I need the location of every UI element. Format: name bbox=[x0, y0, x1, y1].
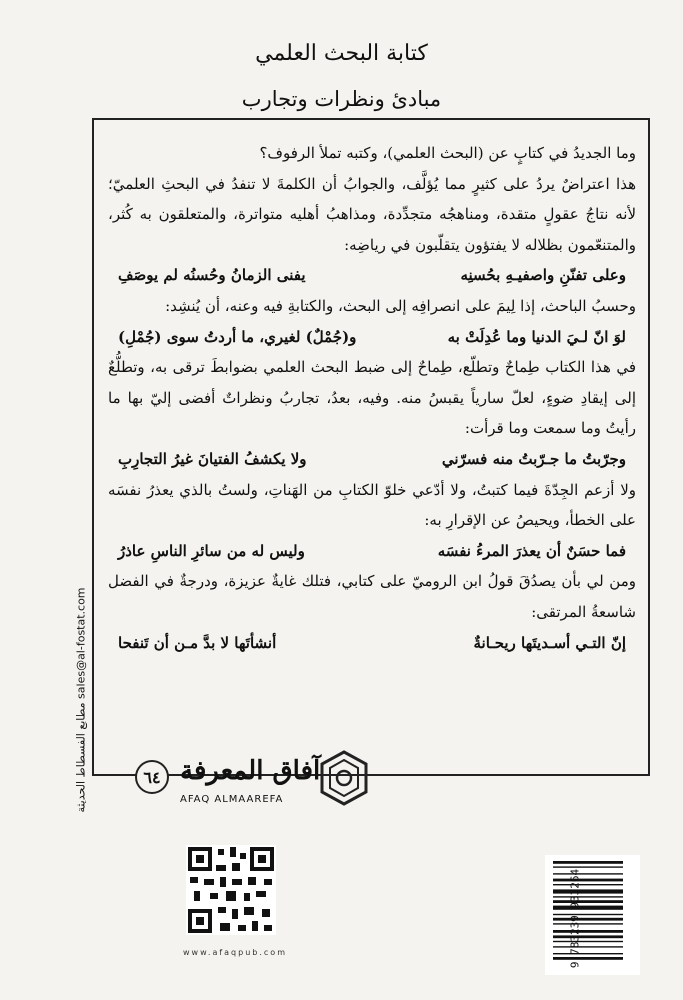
verse-second-half: وليس له من سائرِ الناسِ عاذرُ bbox=[118, 541, 305, 560]
verse-first-half: إنّ التـي أسـديتَها ريحـانةٌ bbox=[473, 633, 626, 652]
verse-first-half: وجرّبتُ ما جـرّبتُ منه فسرّني bbox=[441, 449, 626, 468]
barcode-icon bbox=[545, 855, 640, 975]
verse-first-half: لوَ انّ لـيَ الدنيا وما عُدِلَتْ به bbox=[447, 327, 626, 346]
header bbox=[0, 38, 683, 114]
verse bbox=[108, 536, 636, 567]
verse-second-half: و(جُمْلٌ) لغيري، ما أردتُ سوى (جُمْلِ) bbox=[118, 327, 357, 346]
printer-credit-text: مطابع الفسطاط الحديثة sales@al-fostat.com bbox=[74, 587, 88, 813]
verse-first-half: وعلى تفنّنِ واصفيـهِ بحُسنِه bbox=[460, 266, 626, 285]
book-title: كتابة البحث العلمي bbox=[255, 41, 428, 66]
book-subtitle: مبادئ ونظرات وتجارب bbox=[241, 87, 442, 111]
publisher-emblem-icon bbox=[318, 750, 370, 806]
paragraph: هذا اعتراضٌ يردُ على كثيرٍ مما يُؤلَّف، والجوابُ أن الكلمةَ لا تنفدُ في البحثِ العلميّ؛ لأنه نتاجُ عقولٍ متقدة، ومناهجُه متجدِّدة، ومذاهبُ أهليه متواترة، والمتعلقون به كُثر، والمتنعّمون بظلاله لا يفتؤون يتقلّبون في رياضِه: bbox=[108, 174, 636, 254]
verse bbox=[108, 628, 636, 659]
publisher-name-en: AFAQ ALMAAREFA bbox=[180, 794, 284, 805]
verse-second-half: أنشأتَها لا بدَّ مـن أن تَنفحا bbox=[118, 633, 277, 652]
back-cover-text bbox=[108, 138, 636, 658]
publisher-website: www.afaqpub.com bbox=[183, 948, 287, 957]
paragraph: ولا أزعم الجِدّةَ فيما كتبتُ، ولا أدّعي خلوّ الكتابِ من الهَناتِ، ولستُ بالذي يعذرُ نفسَه على الخطأ، ويحيصُ عن الإقرارِ به: bbox=[108, 480, 636, 530]
verse-second-half: ولا يكشفُ الفتيانَ غيرُ التجارِبِ bbox=[118, 449, 307, 468]
verse bbox=[108, 444, 636, 475]
paragraph: وحسبُ الباحث، إذا لِيمَ على انصرافِه إلى البحث، والكتابةِ فيه وعنه، أن يُنشِد: bbox=[165, 296, 636, 315]
verse bbox=[108, 322, 636, 353]
verse bbox=[108, 260, 636, 291]
verse-second-half: يفنى الزمانُ وحُسنُه لم يوصَفِ bbox=[118, 266, 306, 285]
verse-first-half: فما حسَنٌ أن يعذرَ المرءُ نفسَه bbox=[437, 541, 626, 560]
barcode-number: 9 783239 933264 bbox=[568, 868, 582, 969]
publisher-name-ar: آفاق المعرفة bbox=[180, 756, 321, 786]
qr-code-icon bbox=[186, 845, 276, 935]
printer-credit bbox=[66, 585, 96, 815]
paragraph: وما الجديدُ في كتابٍ عن (البحث العلمي)، وكتبه تملأ الرفوف؟ bbox=[259, 144, 636, 162]
paragraph: ومن لي بأن يصدُقَ قولُ ابن الروميّ على كتابي، فتلك غايةٌ عزيزة، ودرجةٌ في الفضل شاسعةُ المرتقى: bbox=[108, 572, 636, 621]
page-number: ٦٤ bbox=[135, 760, 169, 794]
publisher-logo bbox=[180, 750, 400, 810]
paragraph: في هذا الكتاب طِماحٌ وتطلّع، طِماحٌ إلى ضبط البحث العلمي بضوابطَ ترقى به، وتطلُّعٌ إلى إيقادِ ضوءٍ، لعلّ سارياً يقبسُ منه. وفيه، بعدُ، تجاربُ ونظراتٌ أفضى إليّ بها ما رأيتُ وما سمعت وما قرأت: bbox=[108, 358, 636, 438]
